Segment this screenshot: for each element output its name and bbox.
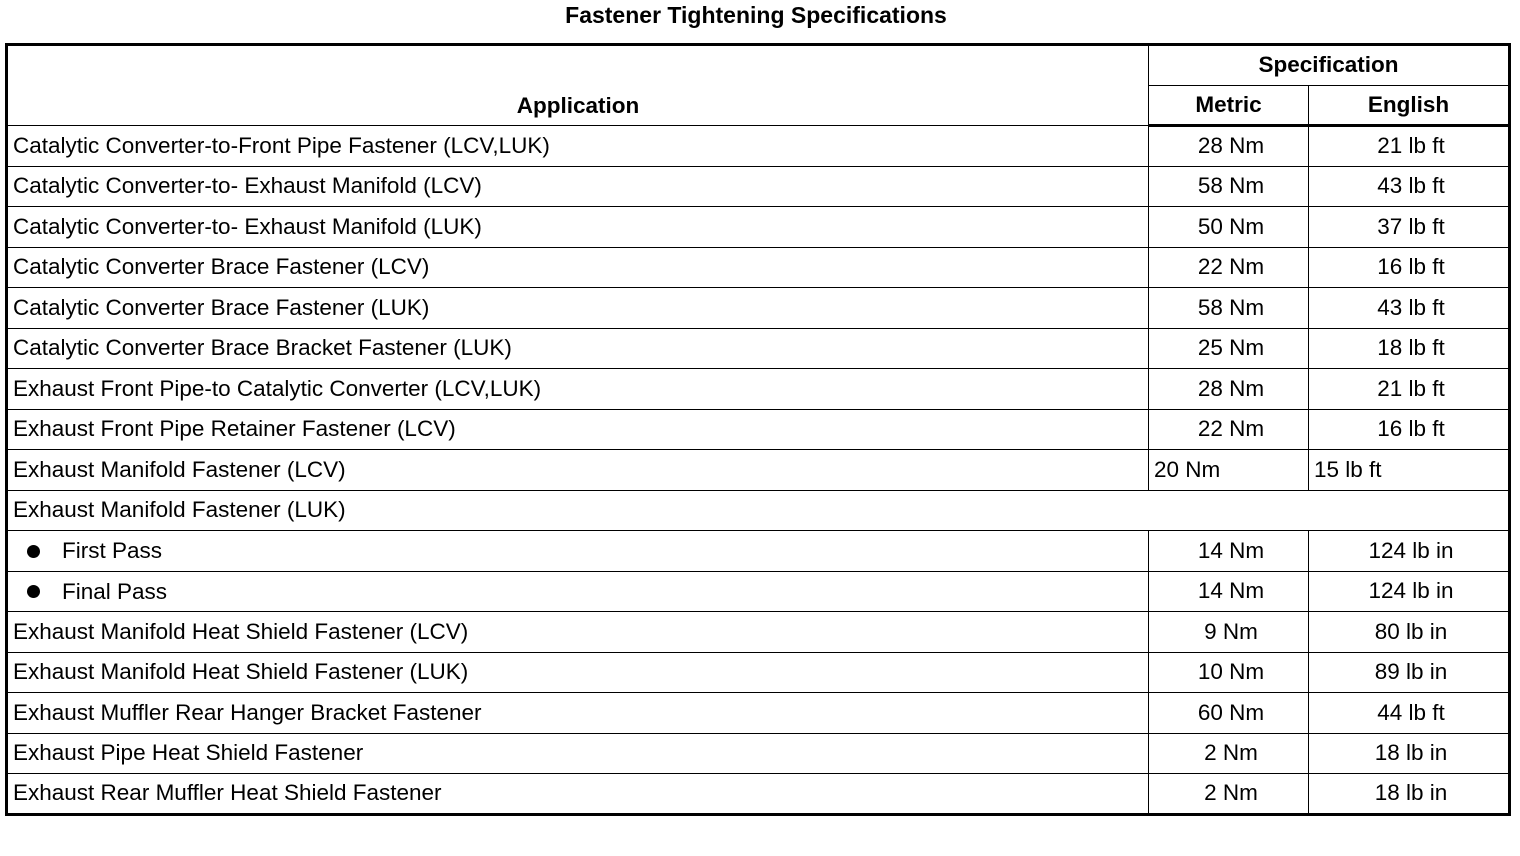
table-row <box>7 369 1510 410</box>
metric-cell: 2 Nm <box>1149 774 1309 815</box>
english-cell: 89 lb in <box>1309 652 1510 693</box>
table-row <box>7 450 1510 491</box>
table-row-group-header <box>7 490 1510 531</box>
table-row <box>7 288 1510 329</box>
english-cell: 124 lb in <box>1309 531 1510 572</box>
english-cell: 43 lb ft <box>1309 166 1510 207</box>
metric-cell: 9 Nm <box>1149 612 1309 653</box>
metric-cell: 2 Nm <box>1149 733 1309 774</box>
metric-cell: 58 Nm <box>1149 166 1309 207</box>
metric-cell: 28 Nm <box>1149 126 1309 167</box>
application-cell: Exhaust Muffler Rear Hanger Bracket Fastener <box>7 693 1149 734</box>
bullet-item <box>13 579 167 605</box>
application-cell: Exhaust Manifold Heat Shield Fastener (LCV) <box>7 612 1149 653</box>
english-cell: 16 lb ft <box>1309 247 1510 288</box>
english-cell: 37 lb ft <box>1309 207 1510 248</box>
table-row <box>7 733 1510 774</box>
table-row <box>7 328 1510 369</box>
application-cell: Exhaust Front Pipe Retainer Fastener (LCV) <box>7 409 1149 450</box>
english-cell: 18 lb in <box>1309 733 1510 774</box>
application-header: Application <box>7 45 1149 126</box>
application-cell: Exhaust Front Pipe-to Catalytic Converter (LCV,LUK) <box>7 369 1149 410</box>
metric-cell: 14 Nm <box>1149 571 1309 612</box>
application-cell: Exhaust Manifold Fastener (LUK) <box>7 490 1510 531</box>
metric-header: Metric <box>1149 85 1309 126</box>
metric-cell: 28 Nm <box>1149 369 1309 410</box>
header-row <box>7 45 1510 86</box>
document-title: Fastener Tightening Specifications <box>565 2 947 28</box>
metric-cell: 25 Nm <box>1149 328 1309 369</box>
application-cell: Catalytic Converter-to-Front Pipe Fastener (LCV,LUK) <box>7 126 1149 167</box>
application-cell: Exhaust Pipe Heat Shield Fastener <box>7 733 1149 774</box>
metric-cell: 58 Nm <box>1149 288 1309 329</box>
english-cell: 15 lb ft <box>1309 450 1510 491</box>
bullet-label: First Pass <box>62 538 163 563</box>
english-cell: 124 lb in <box>1309 571 1510 612</box>
application-cell: Catalytic Converter Brace Fastener (LUK) <box>7 288 1149 329</box>
application-cell: Catalytic Converter-to- Exhaust Manifold (LCV) <box>7 166 1149 207</box>
metric-cell: 14 Nm <box>1149 531 1309 572</box>
metric-cell: 60 Nm <box>1149 693 1309 734</box>
bullet-icon <box>27 585 40 598</box>
english-cell: 21 lb ft <box>1309 369 1510 410</box>
metric-cell: 20 Nm <box>1149 450 1309 491</box>
metric-cell: 22 Nm <box>1149 247 1309 288</box>
english-header: English <box>1309 85 1510 126</box>
table-row <box>7 693 1510 734</box>
application-cell: Exhaust Rear Muffler Heat Shield Fastener <box>7 774 1149 815</box>
metric-cell: 50 Nm <box>1149 207 1309 248</box>
english-cell: 44 lb ft <box>1309 693 1510 734</box>
fastener-spec-table <box>5 43 1511 816</box>
application-cell: Exhaust Manifold Heat Shield Fastener (LUK) <box>7 652 1149 693</box>
english-cell: 18 lb in <box>1309 774 1510 815</box>
english-cell: 80 lb in <box>1309 612 1510 653</box>
bullet-icon <box>27 545 40 558</box>
table-row <box>7 126 1510 167</box>
table-row <box>7 774 1510 815</box>
metric-cell: 22 Nm <box>1149 409 1309 450</box>
table-row <box>7 571 1510 612</box>
table-row <box>7 612 1510 653</box>
table-row <box>7 166 1510 207</box>
application-cell: Exhaust Manifold Fastener (LCV) <box>7 450 1149 491</box>
bullet-label: Final Pass <box>62 578 168 604</box>
english-cell: 16 lb ft <box>1309 409 1510 450</box>
metric-cell: 10 Nm <box>1149 652 1309 693</box>
table-row <box>7 247 1510 288</box>
application-cell: Catalytic Converter Brace Bracket Fastener (LUK) <box>7 328 1149 369</box>
application-cell <box>7 571 1149 612</box>
specification-header: Specification <box>1149 45 1510 86</box>
table-row <box>7 652 1510 693</box>
table-row <box>7 207 1510 248</box>
english-cell: 18 lb ft <box>1309 328 1510 369</box>
application-cell: Catalytic Converter Brace Fastener (LCV) <box>7 247 1149 288</box>
english-cell: 21 lb ft <box>1309 126 1510 167</box>
bullet-item <box>13 538 162 564</box>
table-row <box>7 531 1510 572</box>
table-row <box>7 409 1510 450</box>
application-cell: Catalytic Converter-to- Exhaust Manifold (LUK) <box>7 207 1149 248</box>
english-cell: 43 lb ft <box>1309 288 1510 329</box>
application-cell <box>7 531 1149 572</box>
